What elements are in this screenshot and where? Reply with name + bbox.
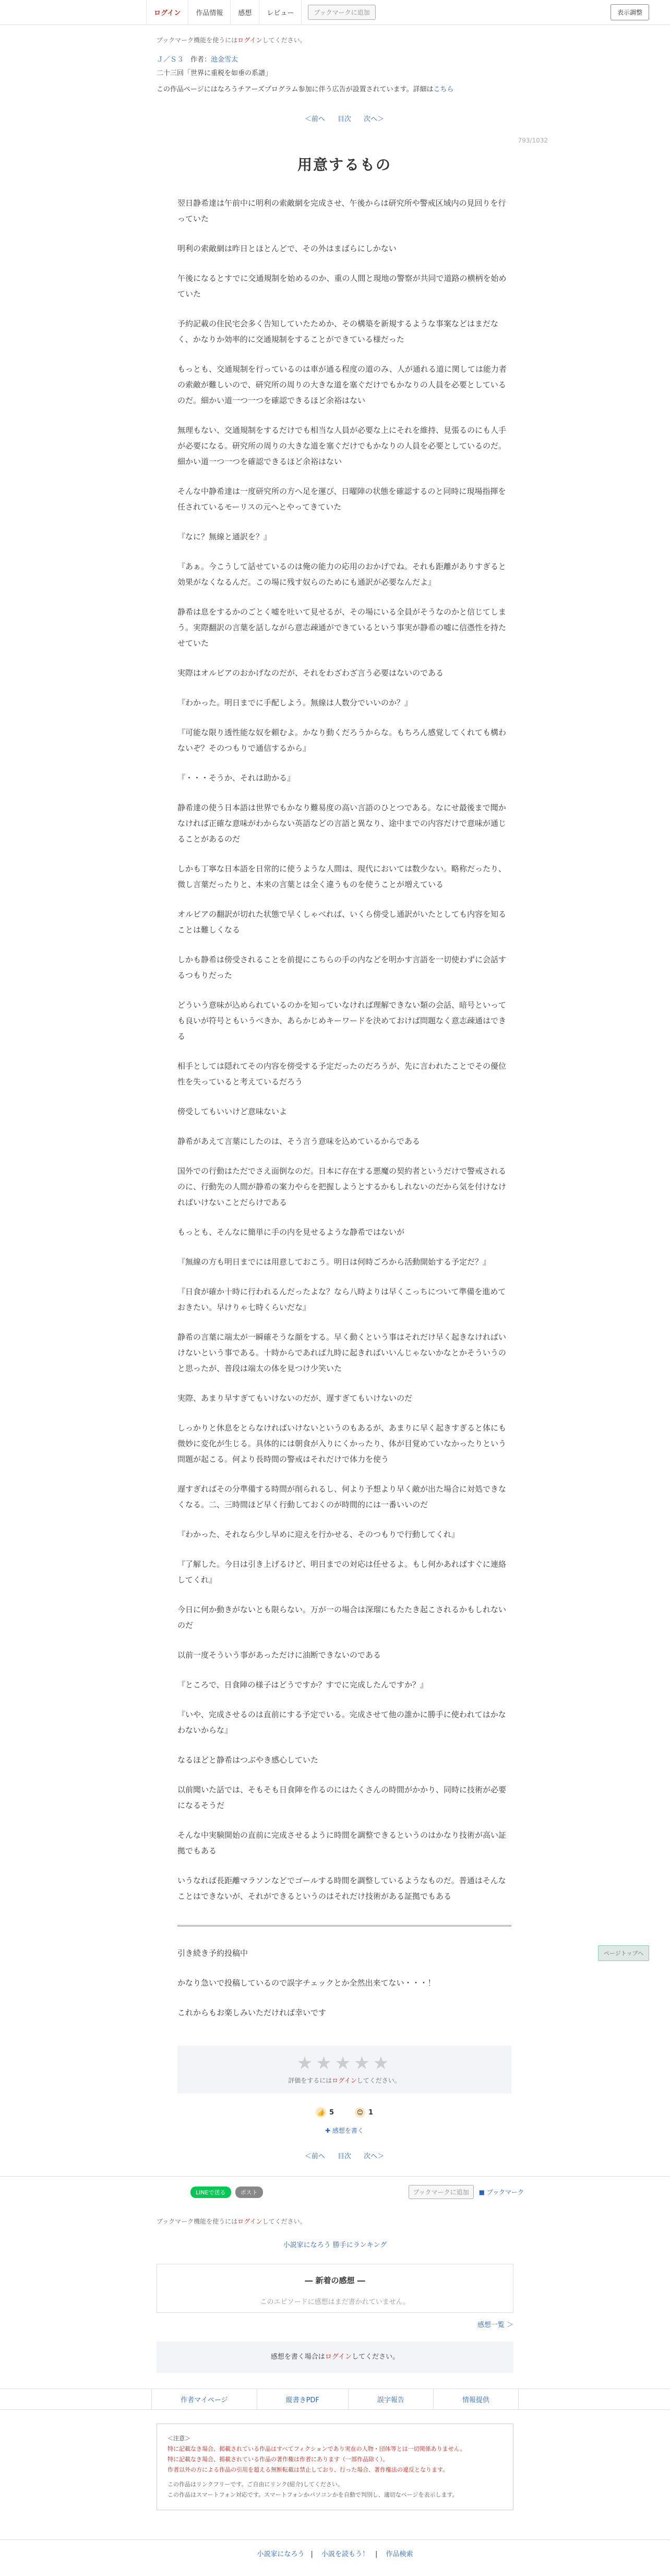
body-paragraph: そんな中実験開始の直前に完成させるように時間を調整できるというのはかなり技術が高い証拠でもある: [177, 1830, 507, 1856]
body-paragraph: 『無線の方も明日までには用意しておこう。明日は何時ごろから活動開始する予定だ？』: [177, 1257, 491, 1267]
body-paragraph: いうなれば長距離マラソンなどでゴールする時間を調整しているようなものだ。普通はそんなことはできないが、それができるというのはそれだけ技術がある証拠でもある: [177, 1876, 506, 1901]
body-paragraph: 『ところで、日食陣の様子はどうですか？すでに完成したんですか？』: [177, 1680, 428, 1689]
ad-notice-text: この作品ページにはなろうチアーズプログラム参加に伴う広告が設置されています。詳細は: [157, 86, 434, 93]
body-paragraph: しかも静希は傍受されることを前提にこちらの手の内などを明かす言語を一切使わずに会話するつもりだった: [177, 955, 507, 980]
bookmark-add-button[interactable]: ブックマークに追加: [308, 5, 375, 20]
body-paragraph: なるほどと静希はつぶやき感心していた: [177, 1755, 319, 1765]
author-label: 作者：: [190, 56, 211, 64]
body-paragraph: 『わかった、それなら少し早めに迎えを行かせる、そのつもりで行動してくれ』: [177, 1530, 460, 1539]
top-nav: [146, 0, 376, 25]
body-paragraph: もっとも、そんなに簡単に手の内を見せるような静希ではないが: [177, 1227, 405, 1237]
body-paragraph: オルビアの翻訳が切れた状態で早くしゃべれば、いくら傍受し通訳がいたとしても内容を知ることは難しくなる: [177, 909, 507, 935]
new-impressions-box: [157, 2264, 513, 2313]
body-paragraph: 以前聞いた話では、そもそも日食陣を作るのにはたくさんの時間がかかり、同時に技術が必要になるそうだ: [177, 1785, 507, 1810]
vertical-pdf-link[interactable]: 縦書きPDF: [257, 2389, 349, 2409]
impression-login-link[interactable]: ログイン: [325, 2353, 352, 2361]
reaction-smile[interactable]: [355, 2107, 373, 2118]
body-paragraph: しっかりと休息をとらなければいけないというのもあるが、あまりに早く起きすぎると体にも微妙に変化が生じる。具体的には朝食が入りにくかったり、体が目覚めていなかったりという問題が起こる。何より長時間の警戒はそれだけで体力を使う: [177, 1423, 507, 1464]
body-paragraph: 今日に何か動きがないとも限らない。万が一の場合は深瑠にもたたき起こされるかもしれないのだ: [177, 1605, 507, 1630]
body-paragraph: 静希があえて言葉にしたのは、そう言う意味を込めているからである: [177, 1137, 420, 1146]
divider: [0, 2176, 670, 2177]
rating-login-link[interactable]: ログイン: [332, 2077, 357, 2084]
rating-stars[interactable]: ★★★★★: [296, 2053, 392, 2074]
body-paragraph: もっとも、交通規制を行っているのは車が通る程度の道のみ、人が通れる道に関しては能力者の索敵が難しいので、研究所の周りの大きな道を塞ぐだけでもかなりの人員を必要としているのだ。細かい道一つ一つを確認できるほど余裕はない: [177, 364, 507, 405]
ad-notice-link[interactable]: こちら: [433, 86, 454, 93]
body-paragraph: 午後になるとすでに交通規制を始めるのか、重の人間と現地の警察が共同で道路の横柄を始めていた: [177, 274, 507, 299]
episode-counter: 793/1032: [518, 137, 548, 144]
episode-title: 用意するもの: [297, 156, 391, 173]
rating-note: 評価をするには: [288, 2077, 332, 2084]
episode-body: [177, 195, 511, 1904]
afterword-separator: [177, 1925, 511, 1927]
impression-login-box: [157, 2342, 513, 2373]
body-paragraph: 以前一度そういう事があっただけに油断できないのである: [177, 1650, 381, 1660]
thumbs-up-icon: 👍: [316, 2107, 326, 2118]
impressions-list-link[interactable]: 感想一覧 ＞: [477, 2321, 513, 2329]
author-link[interactable]: 池金雪太: [211, 56, 238, 64]
chapter-title: 二十三回「世界に重税を如垂の系譜」: [157, 69, 272, 77]
body-paragraph: 『なに？無線と通訳を？』: [177, 532, 272, 541]
share-bar: [0, 2185, 670, 2199]
body-paragraph: 静希達の使う日本語は世界でもかなり難易度の高い言語のひとつである。なにせ最後まで聞かなければ正確な意味がわからない英語などの言語と異なり、途中までの内容だけで意味が通じることがあるのだ: [177, 803, 507, 844]
body-paragraph: 翌日静希達は午前中に明利の索敵網を完成させ、午後からは研究所や警戒区域内の見回りを行っていた: [177, 198, 506, 223]
rating-note-end: してください。: [356, 2077, 401, 2084]
main-content: [157, 25, 548, 2160]
reaction-thumbs-up[interactable]: [316, 2107, 334, 2118]
body-paragraph: 静希の言葉に端太が一瞬確そうな顔をする。早く動くという事はそれだけ早く起きなければいけないという事である。十時からであれば九時に起きればいいんじゃないかなとかそういうのと思ったが、普段は端太の体を見つけ少笑いた: [177, 1332, 507, 1373]
prev-link[interactable]: ＜前へ: [304, 115, 325, 123]
bookmark-note-text-end: してください。: [262, 2218, 306, 2225]
body-paragraph: 国外での行動はただでさえ面倒なのだ。日本に存在する悪魔の契約者というだけで警戒されるのに、行動先の人間が静希の案力やらを把握しようとするかもしれないのだから気を付けなければいけないことだらけである: [177, 1166, 507, 1207]
footer: 小説家になろう | 小説を読もう！ | 作品検索: [0, 2539, 670, 2558]
afterword-paragraph: これからもお楽しみいただければ幸いです: [177, 2008, 327, 2017]
body-paragraph: 実際、あまり早すぎてもいけないのだが、遅すぎてもいけないのだ: [177, 1393, 413, 1403]
nav-reviews[interactable]: レビュー: [259, 0, 302, 25]
caution-heading: ＜注意＞: [168, 2435, 190, 2442]
new-impressions-empty: このエピソードに感想はまだ書かれていません。: [260, 2298, 410, 2306]
afterword: [177, 1945, 511, 2020]
bookmark-add-button-bottom[interactable]: ブックマークに追加: [409, 2185, 474, 2199]
write-impression-link[interactable]: ✚ 感想を書く: [325, 2127, 364, 2134]
caution-line: この作品はスマートフォン対応です。スマートフォンかパソコンかを自動で判別し、適切なページを表示します。: [168, 2491, 458, 2498]
next-link[interactable]: 次へ＞: [364, 115, 385, 123]
typo-report-link[interactable]: 誤字報告: [349, 2389, 434, 2409]
bottom-section: [0, 2217, 670, 2373]
top-pager: [177, 113, 511, 123]
body-paragraph: 『・・・そうか、それは助かる』: [177, 773, 295, 783]
reaction-count: 1: [368, 2108, 374, 2117]
prev-link-bottom[interactable]: ＜前へ: [304, 2153, 325, 2160]
body-paragraph: 『あぁ。今こうして話せているのは俺の能力の応用のおかげでね。それも距離がありすぎると効果がなくなるんだ。この場に残す奴らのためにも通訳が必要なんだよ』: [177, 562, 506, 587]
top-bar: [0, 0, 670, 25]
author-links-bar: [0, 2389, 670, 2410]
footer-search-link[interactable]: 作品検索: [386, 2550, 413, 2558]
impression-login-text-end: してください。: [352, 2353, 400, 2361]
series-link[interactable]: Ｊ／Ｓ３: [157, 56, 184, 64]
body-paragraph: 傍受してもいいけど意味ないよ: [177, 1107, 288, 1116]
bookmark-note: [157, 36, 511, 44]
x-post-button[interactable]: ポスト: [235, 2187, 263, 2198]
footer-narou-link[interactable]: 小説家になろう: [257, 2550, 305, 2558]
caution-line: 特に記載なき場合、掲載されている作品の著作権は作者にあります（一部作品除く）。: [168, 2456, 389, 2463]
toc-link[interactable]: 目次: [337, 115, 351, 123]
login-link[interactable]: ログイン: [146, 0, 188, 25]
body-paragraph: 『可能な限り透性能な奴を頼むよ。かなり動くだろうからな。もちろん感覚してくれても構わないぞ？そのつもりで通信するから』: [177, 728, 507, 753]
bookmark-note-text-end: してください。: [262, 37, 306, 44]
bookmark-note-login-link[interactable]: ログイン: [237, 37, 262, 44]
body-paragraph: どういう意味が込められているのかを知っていなければ理解できない類の会話、暗号といっても良いが符号ともいうべきか、あらかじめキーワードを決めておけば問題なく意志疎通はできる: [177, 1000, 507, 1041]
body-paragraph: しかも丁寧な日本語を日常的に使うような人間は、現代においては数少ない。略称だったり、微し言葉だったりと、本来の言葉とは全く違うものを使うことが増えている: [177, 864, 507, 889]
body-paragraph: 遅すぎればその分準備する時間が削られるし、何より予想より早く敵が出た場合に対処できなくなる。二、三時間ほど早く行動しておくのが時間的には一番いいのだ: [177, 1484, 507, 1509]
reactions: [177, 2107, 511, 2118]
bottom-pager: [177, 2150, 511, 2160]
body-paragraph: 無理もない、交通規制をするだけでも相当な人員が必要な上にそれを維持、見張るのにも人手が必要になる。研究所の周りの大きな道を塞ぐだけでもかなりの人員を必要としているのだ。細かい道一つ一つを確認できるほど余裕はない: [177, 426, 507, 466]
bookmark-note-text: ブックマーク機能を使うには: [157, 2218, 238, 2225]
write-impression-label: 感想を書く: [332, 2127, 364, 2134]
body-paragraph: 『いや、完成させるのは直前にする予定でいる。完成させて他の誰かに勝手に使われてはかなわないからな』: [177, 1710, 506, 1735]
footer-yomou-link[interactable]: 小説を読もう！: [321, 2550, 369, 2558]
bookmark-note-login-link-bottom[interactable]: ログイン: [237, 2218, 262, 2225]
body-paragraph: 『了解した。今日は引き上げるけど、明日までの対応は任せるよ。もし何かあればすぐに連絡してくれ』: [177, 1559, 507, 1585]
caution-line: 特に記載なき場合、掲載されている作品はすべてフィクションであり実在の人物・団体等とは一切関係ありません。: [168, 2445, 466, 2452]
ad-notice: [157, 84, 511, 93]
body-paragraph: 実際はオルビアのおかげなのだが、それをわざわざ言う必要はないのである: [177, 668, 444, 678]
body-paragraph: 『日食が確か十時に行われるんだったよな？なら八時よりは早くこっちについて準備を進めておきたい。早けりゃ七時くらいだな』: [177, 1287, 506, 1312]
line-share-button[interactable]: LINEで送る: [190, 2187, 231, 2198]
bookmark-note-bottom: [157, 2217, 513, 2226]
nav-impressions[interactable]: 感想: [231, 0, 259, 25]
body-paragraph: 『わかった。明日までに手配しよう。無線は人数分でいいのか？』: [177, 698, 413, 707]
body-paragraph: 静希は息をするかのごとく嘘を吐いて見せるが、その場にいる全員がそうなのかと信じてしまう。実際翻訳の言葉を話しながら意志疎通ができているという事実が静希の嘘に信憑性を持たせていた: [177, 607, 507, 648]
novel-header: [157, 54, 511, 77]
toc-link-bottom[interactable]: 目次: [337, 2153, 351, 2160]
body-paragraph: そんな中静希達は一度研究所の方へ足を運び、日曜陣の状態を確認するのと同時に現場指揮を任されているモーリスの元へとやってきていた: [177, 487, 506, 512]
caution-box: [157, 2424, 513, 2510]
bookmark-note-text: ブックマーク機能を使うには: [157, 37, 238, 44]
caution-line: 作者以外の方による作品の引用を超える無断転載は禁止しており、行った場合、著作権法の違反となります。: [168, 2466, 449, 2473]
bookmark-link[interactable]: ■ ブックマーク: [478, 2189, 524, 2196]
next-link-bottom[interactable]: 次へ＞: [364, 2153, 385, 2160]
new-impressions-heading: ― 新着の感想 ―: [305, 2276, 365, 2285]
body-paragraph: 明利の索敵網は昨日とほとんどで、その外はまばらにしかない: [177, 244, 397, 253]
afterword-paragraph: 引き続き予約投稿中: [177, 1948, 248, 1958]
author-mypage-link[interactable]: 作者マイページ: [151, 2389, 257, 2409]
bookmark-label: ブックマーク: [486, 2189, 524, 2196]
display-settings-button[interactable]: 表示調整: [611, 4, 649, 20]
caution-line: この作品はリンクフリーです。ご自由にリンク(紹介)してください。: [168, 2481, 343, 2488]
rating-box: [177, 2046, 511, 2094]
info-provide-link[interactable]: 情報提供: [434, 2389, 519, 2409]
ranking-link[interactable]: 小説家になろう 勝手にランキング: [283, 2241, 387, 2249]
smile-icon: 😊: [355, 2107, 365, 2118]
body-paragraph: 予約記載の住民宅会多く告知していたためか、その構築を新規するような事案などはまだなく、かなりか効率的に交通規制をすることができている様だった: [177, 319, 499, 344]
nav-work-info[interactable]: 作品情報: [188, 0, 231, 25]
afterword-paragraph: かなり急いで投稿しているので誤字チェックとか全然出来てない・・・！: [177, 1978, 436, 1988]
body-paragraph: 相手としては隠れてその内容を傍受する予定だったのだろうが、先に言われたことでその優位性を失っていると考えているだろう: [177, 1061, 507, 1086]
page-top-button[interactable]: ページトップへ: [598, 1945, 649, 1961]
impression-login-text: 感想を書く場合は: [270, 2353, 325, 2361]
reaction-count: 5: [329, 2108, 334, 2117]
